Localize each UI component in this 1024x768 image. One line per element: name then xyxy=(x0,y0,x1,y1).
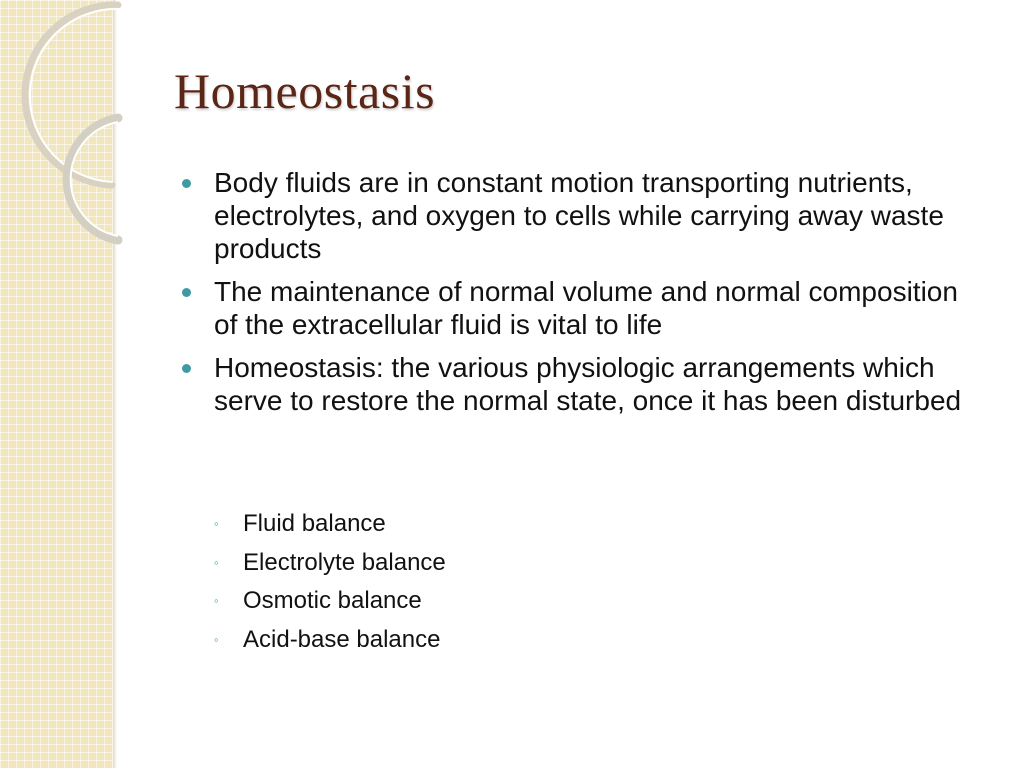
sub-bullet-list xyxy=(214,505,814,659)
sub-bullet-item xyxy=(214,582,814,621)
bullet-dot-icon xyxy=(182,288,191,297)
hollow-circle-bullet-icon: ◦ xyxy=(214,516,219,532)
bullet-dot-icon xyxy=(182,364,191,373)
bullet-text: Homeostasis: the various physiologic arrangements which serve to restore the normal state, once it has been disturbed xyxy=(214,352,962,416)
sub-bullet-text: Electrolyte balance xyxy=(243,548,446,576)
sub-bullet-text: Acid-base balance xyxy=(243,625,441,653)
sub-bullet-text: Osmotic balance xyxy=(243,587,422,615)
bullet-item xyxy=(180,351,980,417)
sub-bullet-text: Fluid balance xyxy=(243,510,386,538)
hollow-circle-bullet-icon: ◦ xyxy=(214,631,219,647)
sub-bullet-item xyxy=(214,621,814,660)
sub-bullet-item xyxy=(214,505,814,544)
slide-title: Homeostasis xyxy=(174,63,436,119)
bullet-dot-icon xyxy=(182,179,191,188)
bullet-text: The maintenance of normal volume and normal composition of the extracellular fluid is vital to life xyxy=(214,276,958,340)
bullet-item xyxy=(180,275,980,341)
bullet-text: Body fluids are in constant motion transporting nutrients, electrolytes, and oxygen to cells while carrying away waste products xyxy=(214,167,944,264)
decorative-rings xyxy=(0,0,200,260)
sub-bullet-item xyxy=(214,544,814,583)
hollow-circle-bullet-icon: ◦ xyxy=(214,593,219,609)
bullet-item xyxy=(180,166,980,265)
bullet-list xyxy=(180,166,980,427)
hollow-circle-bullet-icon: ◦ xyxy=(214,554,219,570)
